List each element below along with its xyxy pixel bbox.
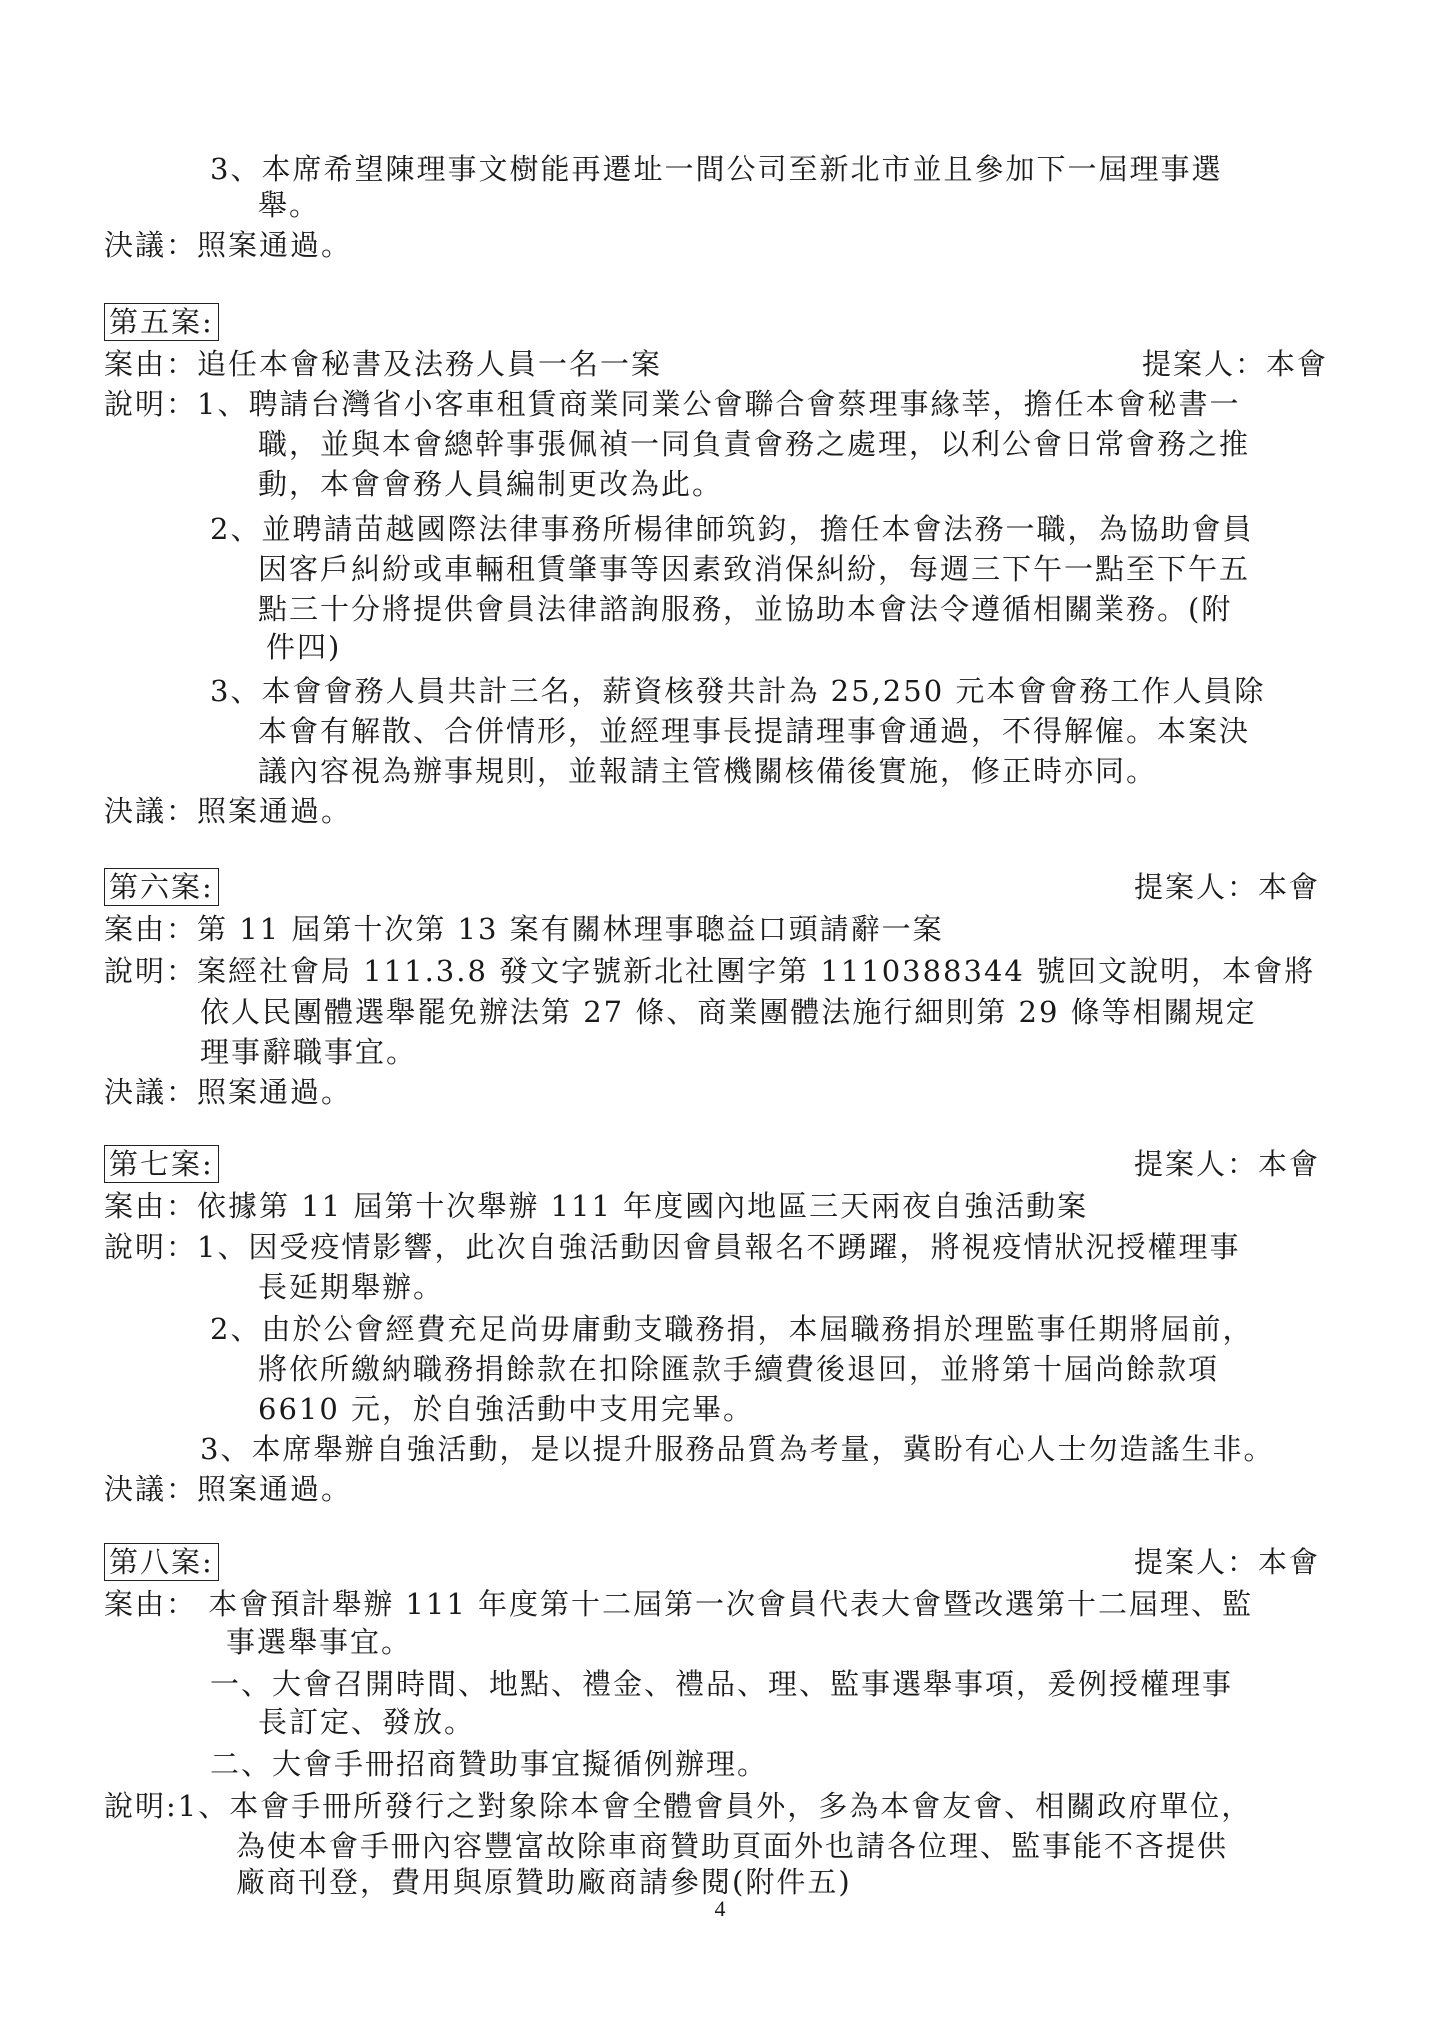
case-7-heading <box>104 1145 219 1183</box>
case-8-explanation-line: 為使本會手冊內容豐富故除車商贊助頁面外也請各位理、監事能不吝提供 <box>236 1829 1229 1863</box>
case-5-explanation-line: 點三十分將提供會員法律諮詢服務，並協助本會法令遵循相關業務。(附 <box>258 592 1233 626</box>
case-6-explanation-line: 說明：案經社會局 111.3.8 發文字號新北社團字第 1110388344 號回文說明，本會將 <box>104 954 1316 988</box>
case-8-explanation-line: 廠商刊登，費用與原贊助廠商請參閱(附件五) <box>236 1865 852 1899</box>
case-5-heading <box>104 303 219 341</box>
case-8-subject-line: 一、大會召開時間、地點、禮金、禮品、理、監事選舉事項，爰例授權理事 <box>210 1667 1234 1701</box>
case-6-title: 第六案: <box>104 868 219 906</box>
item-3-line-1: 3、本席希望陳理事文樹能再遷址一間公司至新北市並且參加下一屆理事選 <box>210 152 1223 186</box>
case-5-title: 第五案: <box>104 303 219 341</box>
case-5-explanation-line: 因客戶糾紛或車輛租賃肇事等因素致消保糾紛，每週三下午一點至下午五 <box>258 552 1251 586</box>
case-7-explanation-line: 3、本席舉辦自強活動，是以提升服務品質為考量，冀盼有心人士勿造謠生非。 <box>200 1432 1275 1466</box>
case-8-subject-line: 事選舉事宜。 <box>226 1625 413 1659</box>
case-7-resolution: 決議：照案通過。 <box>104 1472 353 1506</box>
case-8-subject-line: 案由： 本會預計舉辦 111 年度第十二屆第一次會員代表大會暨改選第十二屆理、監 <box>104 1587 1254 1621</box>
page-number: 4 <box>714 1896 726 1921</box>
case-8-subject-line: 二、大會手冊招商贊助事宜擬循例辦理。 <box>210 1747 769 1781</box>
case-5-subject: 案由：追任本會秘書及法務人員一名一案 <box>104 347 663 381</box>
case-7-explanation-line: 長延期舉辦。 <box>258 1270 445 1304</box>
case-8-subject-line: 長訂定、發放。 <box>258 1705 476 1739</box>
resolution: 決議：照案通過。 <box>104 228 353 262</box>
case-5-explanation-line: 3、本會會務人員共計三名，薪資核發共計為 25,250 元本會會務工作人員除 <box>210 674 1266 708</box>
case-6-explanation-line: 依人民團體選舉罷免辦法第 27 條、商業團體法施行細則第 29 條等相關規定 <box>200 995 1257 1029</box>
case-7-explanation-line: 2、由於公會經費充足尚毋庸動支職務捐，本屆職務捐於理監事任期將屆前， <box>210 1312 1254 1346</box>
item-3-line-2: 舉。 <box>258 188 321 222</box>
case-5-explanation-line: 件四) <box>266 630 342 664</box>
case-6-resolution: 決議：照案通過。 <box>104 1075 353 1109</box>
case-5-explanation-line: 動，本會會務人員編制更改為此。 <box>258 467 724 501</box>
case-6-subject: 案由：第 11 屆第十次第 13 案有關林理事聰益口頭請辭一案 <box>104 912 944 946</box>
case-7-proposer: 提案人：本會 <box>1133 1147 1320 1181</box>
case-5-explanation-line: 說明：1、聘請台灣省小客車租賃商業同業公會聯合會蔡理事緣莘，擔任本會秘書一 <box>104 387 1241 421</box>
case-6-explanation-line: 理事辭職事宜。 <box>200 1035 418 1069</box>
case-5-proposer: 提案人：本會 <box>1141 347 1328 381</box>
case-5-explanation-line: 職，並與本會總幹事張佩禎一同負責會務之處理，以利公會日常會務之推 <box>258 427 1251 461</box>
case-7-explanation-line: 將依所繳納職務捐餘款在扣除匯款手續費後退回，並將第十屆尚餘款項 <box>258 1352 1220 1386</box>
case-6-proposer: 提案人：本會 <box>1133 870 1320 904</box>
case-7-explanation-line: 6610 元，於自強活動中支用完畢。 <box>258 1392 755 1426</box>
case-7-subject: 案由：依據第 11 屆第十次舉辦 111 年度國內地區三天兩夜自強活動案 <box>104 1189 1089 1223</box>
case-7-explanation-line: 說明：1、因受疫情影響，此次自強活動因會員報名不踴躍，將視疫情狀況授權理事 <box>104 1230 1241 1264</box>
case-5-explanation-line: 2、並聘請苗越國際法律事務所楊律師筑鈞，擔任本會法務一職，為協助會員 <box>210 512 1254 546</box>
case-6-heading <box>104 868 219 906</box>
case-8-title: 第八案: <box>104 1543 219 1581</box>
case-8-explanation-line: 說明:1、本會手冊所發行之對象除本會全體會員外，多為本會友會、相關政府單位， <box>104 1789 1253 1823</box>
case-8-proposer: 提案人：本會 <box>1133 1545 1320 1579</box>
case-5-resolution: 決議：照案通過。 <box>104 794 353 828</box>
case-8-heading <box>104 1543 219 1581</box>
case-5-explanation-line: 議內容視為辦事規則，並報請主管機關核備後實施，修正時亦同。 <box>258 754 1158 788</box>
case-5-explanation-line: 本會有解散、合併情形，並經理事長提請理事會通過，不得解僱。本案決 <box>258 714 1251 748</box>
case-7-title: 第七案: <box>104 1145 219 1183</box>
